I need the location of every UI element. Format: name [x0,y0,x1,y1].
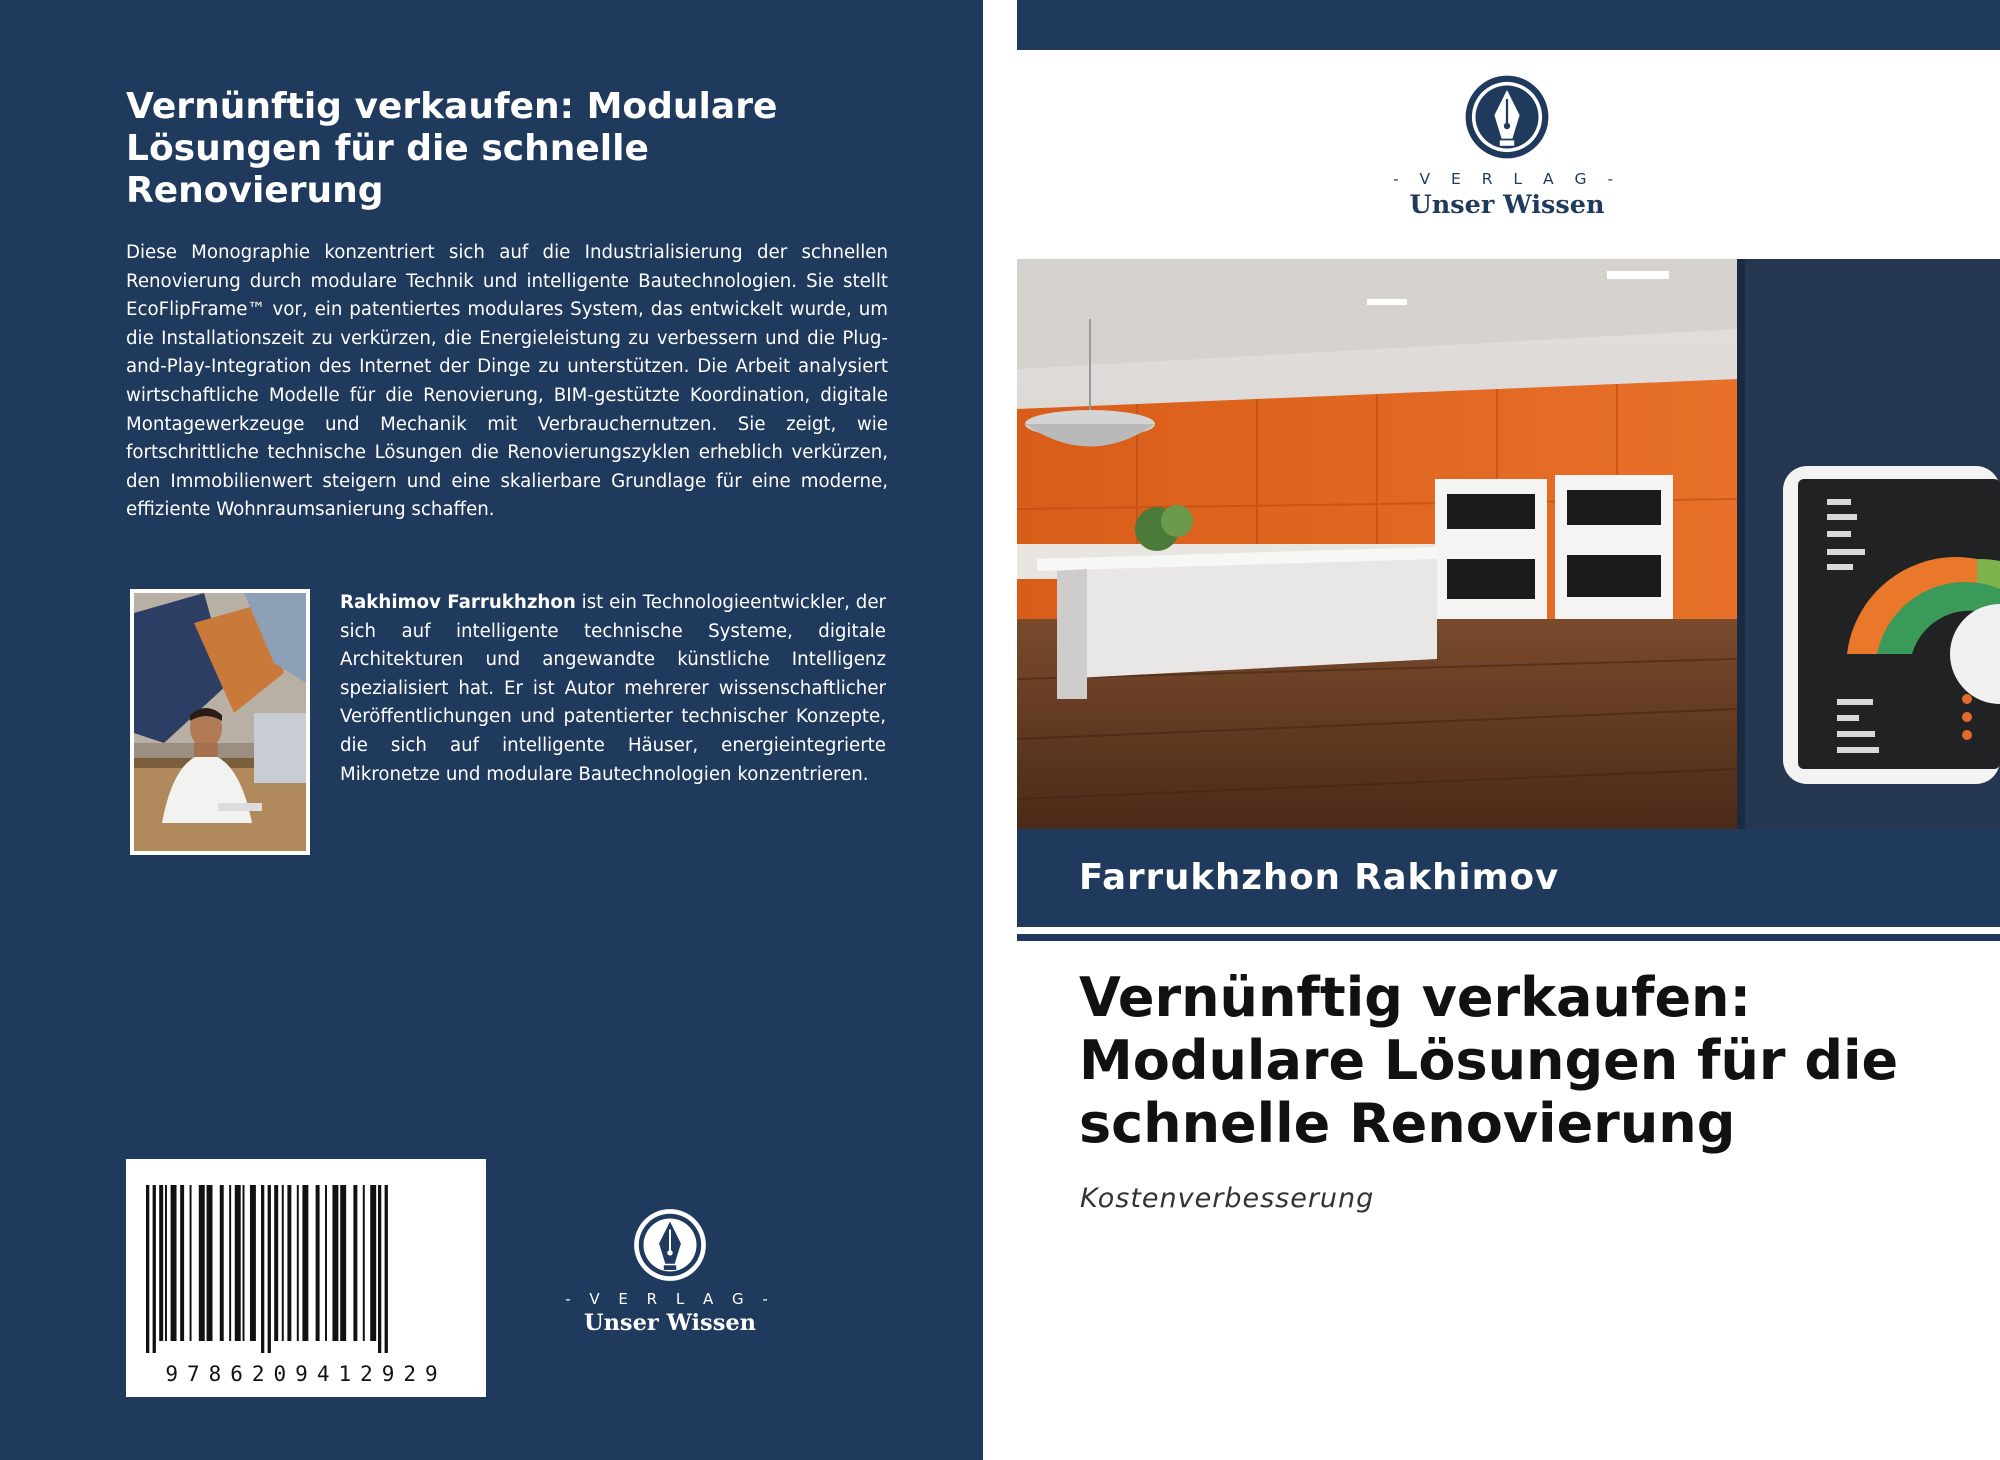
front-top-bar [1017,0,2000,50]
back-cover-blurb: Diese Monographie konzentriert sich auf die Industrialisierung der schnellen Renovierung durch modulare Technik und intelligente Bautechnologien. Sie stellt EcoFlipFrame™ vor, ein patentiertes modulares System, das entwickelt wurde, um die Installationszeit zu verkürzen, die Energieleistung zu verbessern und die Plug-and-Play-Integration des Internet der Dinge zu unterstützen. Die Arbeit analysiert wirtschaftliche Modelle für die Renovierung, BIM-gestützte Koordination, digitale Montagewerkzeuge und Mechanik mit Verbrauchernutzen. Sie zeigt, wie fortschrittliche technische Lösungen die Renovierungszyklen erheblich verkürzen, den Immobilienwert steigern und eine skalierbare Grundlage für eine moderne, effiziente Wohnraumsanierung schaffen. [126,242,888,521]
front-cover-title: Vernünftig verkaufen: Modulare Lösungen für die schnelle Renovierung [1079,966,1899,1155]
barcode-bar [302,1185,308,1341]
barcode-bar [199,1185,205,1341]
author-band [1017,829,2000,927]
barcode-bar [165,1185,167,1341]
barcode-bar [325,1185,327,1341]
author-bio-name: Rakhimov Farrukhzhon [340,592,576,613]
front-publisher-logo [1382,72,1632,222]
barcode-bar [316,1185,320,1341]
author-photo [130,589,310,855]
barcode-bar [190,1185,192,1341]
author-bio [340,589,886,789]
barcode-bar [340,1185,346,1341]
barcode-bars [146,1185,466,1353]
barcode-bar [159,1185,163,1341]
barcode-bar [243,1185,245,1341]
barcode-bar [332,1185,338,1341]
barcode-bar [385,1185,388,1353]
back-logo-verlag: - V E R L A G - [565,1290,775,1308]
front-cover [1017,0,2000,1460]
barcode-bar [261,1185,264,1353]
back-cover-title: Vernünftig verkaufen: Modulare Lösungen für die schnelle Renovierung [126,86,778,211]
back-publisher-logo [565,1206,775,1346]
author-bio-text: ist ein Technologieentwickler, der sich auf intelligente technische Systeme, digitale Architekturen und angewandte künstliche Intelligenz spezialisiert hat. Er ist Autor mehrerer wissenschaftlicher Veröffentlichungen und patentierter technischer Konzepte, die sich auf intelligente Häuser, energieintegrierte Mikronetze und modulare Bautechnologien konzentrieren. [340,592,886,785]
barcode-bar [282,1185,284,1341]
barcode-bar [370,1185,376,1341]
barcode-bar [297,1185,299,1341]
barcode-bar [180,1185,184,1341]
back-logo-name: Unser Wissen [583,1310,757,1336]
barcode-bar [378,1185,381,1353]
barcode-bar [268,1185,271,1353]
barcode-bar [146,1185,149,1353]
fountain-pen-seal-icon [631,1206,709,1284]
barcode-bar [229,1185,231,1341]
front-author-name: Farrukhzhon Rakhimov [1079,857,1560,898]
divider-rule [1017,934,2000,941]
barcode-bar [353,1185,357,1341]
front-cover-subtitle: Kostenverbesserung [1080,1183,1375,1214]
isbn-barcode [126,1159,486,1397]
back-cover [0,0,983,1460]
barcode-bar [235,1185,241,1341]
front-logo-name: Unser Wissen [1409,190,1605,220]
fountain-pen-seal-icon [1462,72,1552,162]
barcode-bar [287,1185,291,1341]
barcode-bar [250,1185,256,1341]
barcode-bar [274,1185,278,1341]
front-logo-verlag: - V E R L A G - [1392,170,1622,188]
barcode-bar [207,1185,213,1341]
barcode-bar [171,1185,177,1341]
barcode-bar [220,1185,224,1341]
spine [983,0,1017,1460]
barcode-bar [153,1185,156,1353]
barcode-bar [363,1185,365,1341]
isbn-number: 9786209412929 [165,1362,447,1386]
cover-image-kitchen [1017,259,2000,829]
